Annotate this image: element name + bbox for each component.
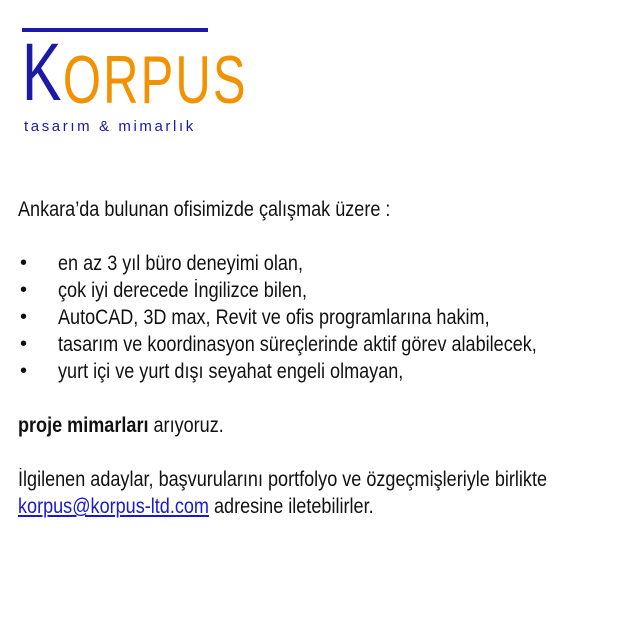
bullet-icon: • bbox=[20, 252, 28, 274]
bullet-icon: • bbox=[20, 333, 28, 355]
position-title: proje mimarları bbox=[18, 414, 149, 437]
requirement-text: en az 3 yıl büro deneyimi olan, bbox=[58, 252, 303, 275]
job-posting-body bbox=[18, 196, 630, 520]
list-item bbox=[18, 358, 630, 385]
logo-letter-k: K bbox=[22, 27, 62, 118]
requirement-text: çok iyi derecede İngilizce bilen, bbox=[58, 279, 307, 302]
requirements-list bbox=[18, 250, 630, 385]
list-item bbox=[18, 277, 630, 304]
list-item bbox=[18, 331, 630, 358]
logo-wordmark bbox=[22, 27, 248, 118]
logo-tagline: tasarım & mimarlık bbox=[24, 118, 196, 135]
bullet-icon: • bbox=[20, 279, 28, 301]
korpus-logo bbox=[22, 27, 248, 138]
list-item bbox=[18, 304, 630, 331]
requirement-text: tasarım ve koordinasyon süreçlerinde aktif görev alabilecek, bbox=[58, 333, 537, 356]
apply-before: İlgilenen adaylar, başvurularını portfolyo ve özgeçmişleriyle birlikte bbox=[18, 468, 548, 491]
logo-letters-orpus: ORPUS bbox=[62, 42, 248, 118]
requirement-text: yurt içi ve yurt dışı seyahat engeli olmayan, bbox=[58, 360, 404, 383]
closing-text bbox=[18, 412, 544, 439]
email-link[interactable]: korpus@korpus-ltd.com bbox=[18, 495, 209, 518]
requirement-text: AutoCAD, 3D max, Revit ve ofis programlarına hakim, bbox=[58, 306, 490, 329]
bullet-icon: • bbox=[20, 306, 28, 328]
apply-after: adresine iletebilirler. bbox=[208, 495, 374, 518]
application-instructions bbox=[18, 466, 637, 520]
closing-rest: arıyoruz. bbox=[148, 414, 224, 437]
intro-text: Ankara’da bulunan ofisimizde çalışmak üzere : bbox=[18, 198, 391, 221]
list-item bbox=[18, 250, 630, 277]
bullet-icon: • bbox=[20, 360, 28, 382]
